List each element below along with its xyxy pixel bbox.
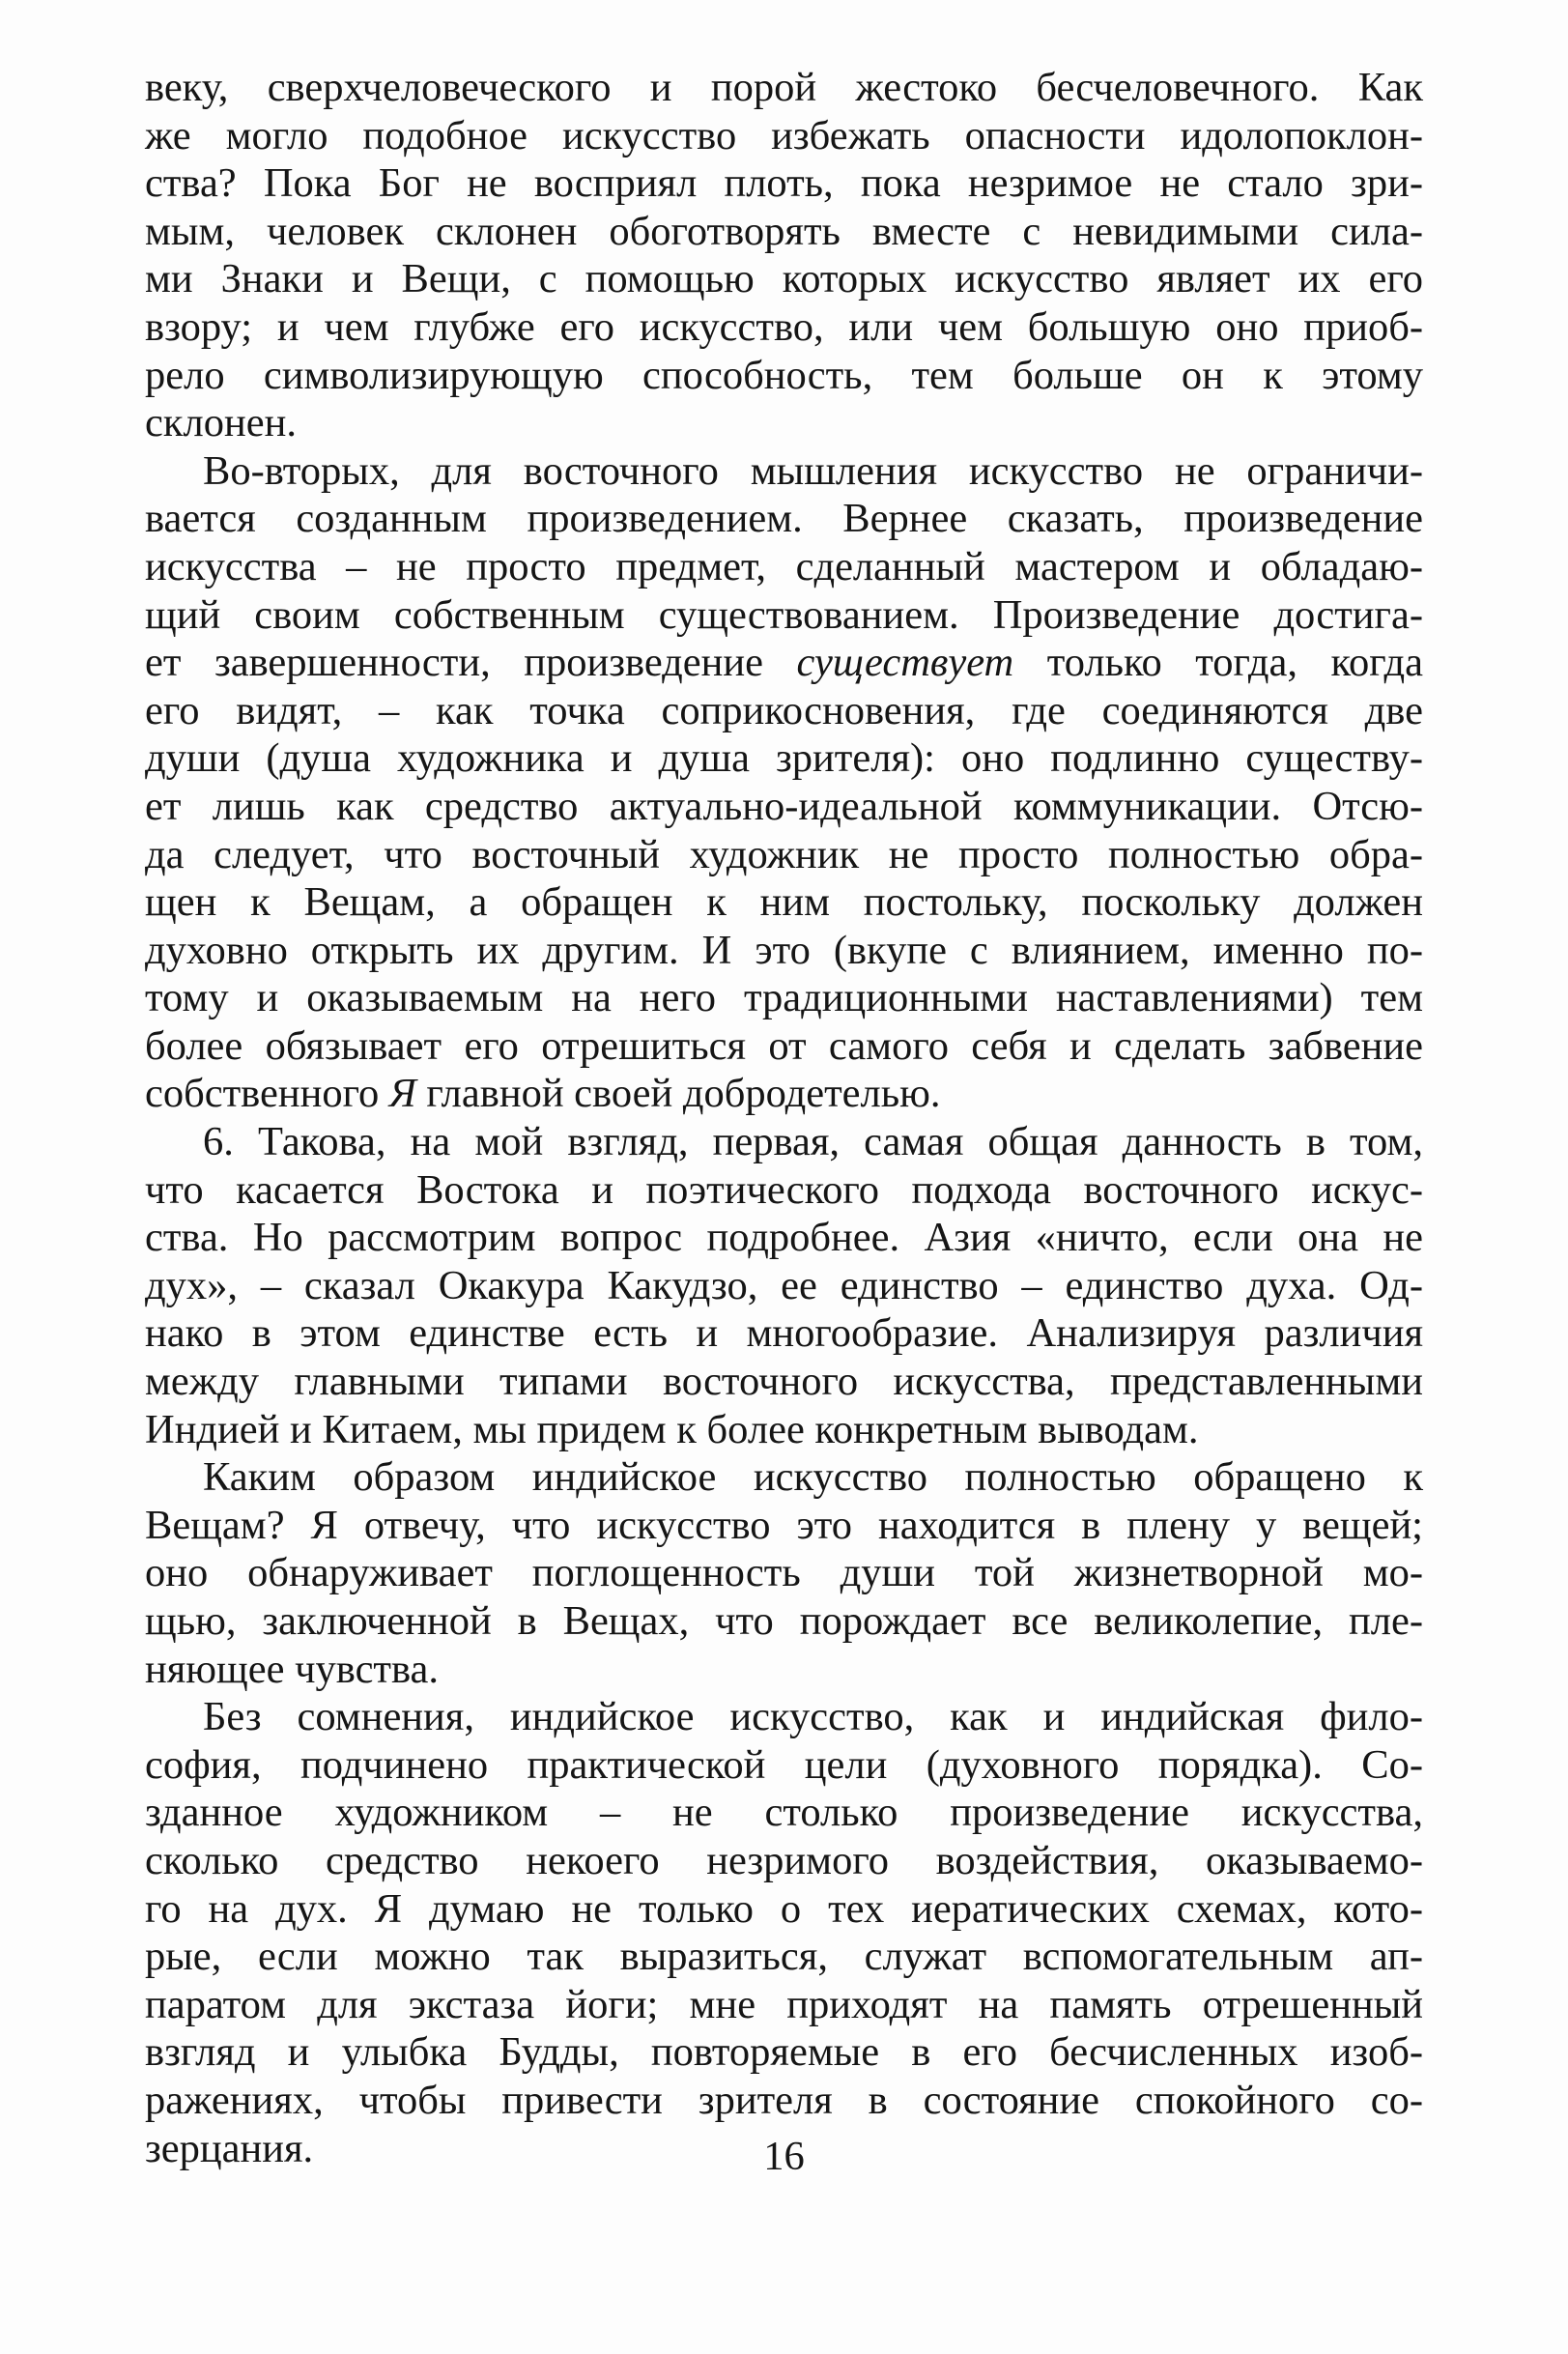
text-segment: мым, человек склонен обоготворять вместе с невидимыми сила- (145, 208, 1423, 254)
text-line (145, 64, 1423, 112)
text-line (145, 495, 1423, 543)
text-segment: рело символизирующую способность, тем больше он к этому (145, 352, 1423, 398)
text-segment: го на дух. Я думаю не только о тех иератических схемах, кото- (145, 1885, 1423, 1932)
text-segment: ет завершенности, произведение (145, 640, 797, 686)
page-number: 16 (763, 2134, 805, 2179)
text-line (145, 543, 1423, 591)
text-segment: что касается Востока и поэтического подхода восточного искус- (145, 1166, 1423, 1213)
text-segment: собственного (145, 1071, 389, 1117)
text-segment: взору; и чем глубже его искусство, или чем большую оно приоб- (145, 303, 1423, 350)
text-segment: Вещам? Я отвечу, что искусство это находится в плену у вещей; (145, 1502, 1423, 1548)
emphasis-text: Я (388, 1071, 416, 1117)
text-segment: ства. Но рассмотрим вопрос подробнее. Азия «ничто, если она не (145, 1215, 1423, 1261)
text-line (145, 1070, 1423, 1118)
text-line (145, 1358, 1423, 1406)
text-line (145, 1597, 1423, 1646)
text-line (145, 1309, 1423, 1358)
text-segment: только тогда, когда (1013, 640, 1423, 686)
paragraph (145, 1453, 1423, 1693)
text-line (145, 1981, 1423, 2029)
text-segment: главной своей добродетелью. (415, 1071, 941, 1117)
text-segment: взгляд и улыбка Будды, повторяемые в его бесчисленных изоб- (145, 2029, 1423, 2076)
text-line (145, 1166, 1423, 1215)
paragraph (145, 64, 1423, 447)
text-line (145, 878, 1423, 927)
text-line (145, 399, 1423, 447)
text-segment: дух», – сказал Окакура Какудзо, ее единство – единство духа. Од- (145, 1262, 1423, 1308)
text-line (145, 303, 1423, 352)
text-line (145, 1453, 1423, 1502)
text-segment: между главными типами восточного искусства, представленными (145, 1359, 1423, 1405)
body-text (145, 64, 1423, 2172)
text-line (145, 639, 1423, 687)
text-line (145, 1693, 1423, 1741)
text-line (145, 591, 1423, 640)
text-line (145, 2028, 1423, 2077)
text-segment: оно обнаруживает поглощенность души той жизнетворной мо- (145, 1550, 1423, 1596)
text-segment: сколько средство некоего незримого воздействия, оказываемо- (145, 1837, 1423, 1883)
text-line (145, 1549, 1423, 1597)
text-line (145, 159, 1423, 208)
text-line (145, 208, 1423, 256)
text-segment: рые, если можно так выразиться, служат вспомогательным ап- (145, 1934, 1423, 1980)
text-segment: искусства – не просто предмет, сделанный мастером и обладаю- (145, 543, 1423, 589)
text-segment: Индией и Китаем, мы придем к более конкретным выводам. (145, 1406, 1199, 1452)
text-segment: ми Знаки и Вещи, с помощью которых искусство являет их его (145, 256, 1423, 302)
text-line (145, 1022, 1423, 1071)
text-segment: щий своим собственным существованием. Произведение достига- (145, 591, 1423, 638)
paragraph (145, 1118, 1423, 1453)
text-line (145, 1502, 1423, 1550)
text-segment: души (душа художника и душа зрителя): оно подлинно существу- (145, 735, 1423, 782)
text-segment: софия, подчинено практической цели (духовного порядка). Со- (145, 1741, 1423, 1788)
paragraph (145, 1693, 1423, 2172)
text-segment: зданное художником – не столько произведение искусства, (145, 1790, 1423, 1836)
text-segment: Каким образом индийское искусство полностью обращено к (203, 1454, 1423, 1501)
text-segment: вается созданным произведением. Вернее сказать, произведение (145, 496, 1423, 542)
text-line (145, 1741, 1423, 1790)
text-line (145, 687, 1423, 735)
text-line (145, 974, 1423, 1022)
text-segment: 6. Такова, на мой взгляд, первая, самая общая данность в том, (203, 1119, 1423, 1165)
text-line (145, 112, 1423, 160)
text-segment: его видят, – как точка соприкосновения, где соединяются две (145, 687, 1423, 733)
text-segment: склонен. (145, 400, 297, 446)
text-segment: зерцания. (145, 2125, 314, 2171)
emphasis-text: существует (796, 640, 1014, 686)
text-segment: да следует, что восточный художник не просто полностью обра- (145, 831, 1423, 877)
text-line (145, 447, 1423, 496)
text-segment: нако в этом единстве есть и многообразие. Анализируя различия (145, 1310, 1423, 1357)
text-line (145, 734, 1423, 783)
text-line (145, 2077, 1423, 2125)
text-line (145, 831, 1423, 879)
text-segment: ства? Пока Бог не восприял плоть, пока незримое не стало зри- (145, 160, 1423, 207)
text-segment: ет лишь как средство актуально-идеальной коммуникации. Отсю- (145, 783, 1423, 829)
text-line (145, 1646, 1423, 1694)
text-line (145, 1214, 1423, 1262)
text-segment: няющее чувства. (145, 1646, 439, 1692)
text-line (145, 352, 1423, 400)
text-segment: ражениях, чтобы привести зрителя в состояние спокойного со- (145, 2077, 1423, 2123)
text-segment: паратом для экстаза йоги; мне приходят на память отрешенный (145, 1981, 1423, 2027)
text-segment: тому и оказываемым на него традиционными наставлениями) тем (145, 975, 1423, 1021)
text-line (145, 1885, 1423, 1934)
text-segment: Во-вторых, для восточного мышления искусство не ограничи- (203, 447, 1423, 494)
text-segment: веку, сверхчеловеческого и порой жестоко бесчеловечного. Как (145, 65, 1423, 110)
text-line (145, 1406, 1423, 1454)
text-segment: Без сомнения, индийское искусство, как и индийская фило- (203, 1694, 1423, 1740)
text-line (145, 1789, 1423, 1837)
text-line (145, 1837, 1423, 1885)
text-segment: духовно открыть их другим. И это (вкупе с влиянием, именно по- (145, 927, 1423, 973)
text-segment: щен к Вещам, а обращен к ним постольку, поскольку должен (145, 879, 1423, 926)
text-segment: более обязывает его отрешиться от самого себя и сделать забвение (145, 1022, 1423, 1069)
text-line (145, 255, 1423, 303)
text-line (145, 1118, 1423, 1166)
paragraph (145, 447, 1423, 1118)
text-line (145, 1262, 1423, 1310)
text-line (145, 927, 1423, 975)
text-segment: щью, заключенной в Вещах, что порождает все великолепие, пле- (145, 1598, 1423, 1644)
text-line (145, 783, 1423, 831)
text-segment: же могло подобное искусство избежать опасности идолопоклон- (145, 112, 1423, 158)
text-line (145, 1933, 1423, 1981)
